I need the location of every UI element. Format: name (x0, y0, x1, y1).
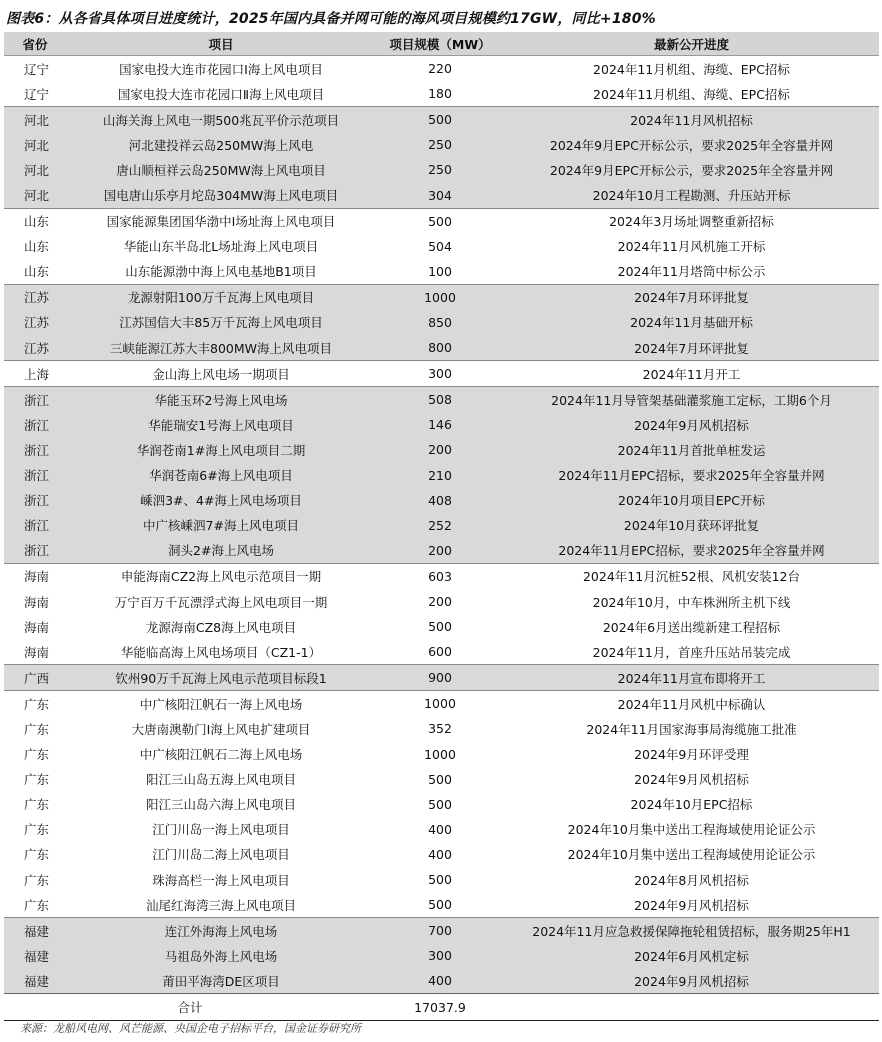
cell-project: 山海关海上风电一期500兆瓦平价示范项目 (66, 107, 376, 133)
table-row (4, 412, 879, 437)
cell-scale: 252 (376, 513, 504, 538)
cell-scale: 603 (376, 563, 504, 589)
cell-scale: 400 (428, 846, 452, 862)
cell-project: 申能海南CZ2海上风电示范项目一期 (66, 563, 376, 589)
cell-scale: 352 (428, 721, 452, 737)
cell-province: 广东 (24, 822, 50, 838)
table-row (4, 107, 879, 133)
cell-scale: 408 (376, 488, 504, 513)
cell-progress: 2024年11月风机中标确认 (504, 691, 879, 717)
cell-progress: 2024年7月环评批复 (504, 284, 879, 310)
table-row (4, 56, 879, 82)
cell-scale: 200 (376, 437, 504, 462)
cell-progress: 2024年10月工程勘测、升压站开标 (504, 182, 879, 208)
cell-scale: 1000 (424, 746, 456, 762)
table-row (4, 639, 879, 665)
cell-scale: 146 (376, 412, 504, 437)
cell-progress: 2024年9月环评受理 (634, 747, 749, 763)
cell-project: 洞头2#海上风电场 (66, 538, 376, 564)
cell-progress: 2024年9月风机招标 (634, 772, 749, 788)
cell-province: 广东 (4, 691, 66, 717)
cell-scale: 1000 (376, 284, 504, 310)
cell-project: 华能玉环2号海上风电场 (66, 387, 376, 413)
cell-scale: 700 (376, 918, 504, 944)
cell-project: 阳江三山岛六海上风电项目 (145, 797, 296, 813)
cell-progress: 2024年9月EPC开标公示，要求2025年全容量并网 (504, 157, 879, 182)
table-row (4, 284, 879, 310)
cell-province: 广东 (24, 897, 50, 913)
cell-project: 阳江三山岛五海上风电项目 (145, 772, 296, 788)
header-progress: 最新公开进度 (504, 32, 879, 56)
table-row (4, 867, 879, 892)
cell-scale: 400 (428, 821, 452, 837)
cell-province: 浙江 (4, 463, 66, 488)
cell-scale: 600 (428, 644, 452, 660)
cell-province: 江苏 (4, 335, 66, 361)
cell-scale: 400 (376, 968, 504, 994)
table-row (4, 513, 879, 538)
total-progress-empty (504, 994, 879, 1020)
table-row (4, 767, 879, 792)
table-row (4, 361, 879, 387)
cell-progress: 2024年8月风机招标 (634, 872, 749, 888)
cell-scale: 200 (376, 538, 504, 564)
cell-scale: 300 (376, 361, 504, 387)
cell-province: 浙江 (4, 437, 66, 462)
cell-province: 浙江 (4, 412, 66, 437)
cell-scale: 100 (428, 263, 452, 279)
cell-province: 河北 (4, 107, 66, 133)
table-row (4, 589, 879, 614)
cell-project: 山东能源渤中海上风电基地B1项目 (125, 264, 317, 280)
table-row (4, 563, 879, 589)
cell-scale: 210 (376, 463, 504, 488)
table-row (4, 387, 879, 413)
cell-province: 河北 (4, 182, 66, 208)
cell-province: 浙江 (4, 513, 66, 538)
cell-province: 广西 (4, 665, 66, 691)
total-label: 合计 (4, 994, 376, 1020)
cell-project: 中广核阳江帆石二海上风电场 (139, 747, 303, 763)
cell-province: 山东 (4, 208, 66, 234)
table-row (4, 691, 879, 717)
project-table (4, 32, 879, 1021)
cell-scale: 200 (428, 594, 452, 610)
cell-project: 中广核阳江帆石一海上风电场 (66, 691, 376, 717)
cell-project: 万宁百万千瓦漂浮式海上风电项目一期 (114, 594, 328, 610)
cell-progress: 2024年11月国家海事局海缆施工批准 (586, 721, 797, 737)
cell-scale: 500 (428, 897, 452, 913)
cell-project: 莆田平海湾DE区项目 (66, 968, 376, 994)
cell-progress: 2024年10月获环评批复 (504, 513, 879, 538)
cell-province: 广东 (24, 872, 50, 888)
cell-progress: 2024年11月EPC招标，要求2025年全容量并网 (504, 463, 879, 488)
cell-progress: 2024年3月场址调整重新招标 (504, 208, 879, 234)
cell-progress: 2024年10月集中送出工程海域使用论证公示 (567, 822, 816, 838)
table-row (4, 742, 879, 767)
cell-project: 江门川岛二海上风电项目 (152, 847, 290, 863)
cell-progress: 2024年11月机组、海缆、EPC招标 (593, 61, 790, 77)
cell-project: 华能瑞安1号海上风电项目 (66, 412, 376, 437)
cell-progress: 2024年11月首批单桩发运 (504, 437, 879, 462)
cell-province: 福建 (4, 918, 66, 944)
table-row (4, 81, 879, 107)
cell-province: 广东 (24, 797, 50, 813)
table-row (4, 716, 879, 741)
cell-scale: 504 (428, 238, 452, 254)
source-note: 来源：龙船风电网、风芒能源、央国企电子招标平台，国金证券研究所 (20, 1022, 361, 1035)
cell-scale: 500 (428, 796, 452, 812)
cell-progress: 2024年10月集中送出工程海域使用论证公示 (567, 847, 816, 863)
table-row (4, 234, 879, 259)
table-row (4, 614, 879, 639)
cell-project: 河北建投祥云岛250MW海上风电 (66, 132, 376, 157)
cell-project: 连江外海海上风电场 (66, 918, 376, 944)
cell-province: 广东 (24, 747, 50, 763)
header-project: 项目 (66, 32, 376, 56)
table-row (4, 157, 879, 182)
cell-project: 国家电投大连市花园口Ⅰ海上风电项目 (119, 61, 323, 77)
cell-project: 江苏国信大丰85万千瓦海上风电项目 (66, 310, 376, 335)
cell-province: 河北 (4, 132, 66, 157)
header-row (4, 32, 879, 56)
cell-progress: 2024年10月，中车株洲所主机下线 (592, 594, 791, 610)
cell-progress: 2024年10月项目EPC开标 (504, 488, 879, 513)
table-row (4, 437, 879, 462)
cell-province: 山东 (24, 264, 50, 280)
cell-province: 浙江 (4, 488, 66, 513)
table-row (4, 968, 879, 994)
table-body (4, 56, 879, 1021)
table-row (4, 817, 879, 842)
cell-project: 国电唐山乐亭月坨岛304MW海上风电项目 (66, 182, 376, 208)
table-row (4, 132, 879, 157)
cell-scale: 508 (376, 387, 504, 413)
cell-province: 海南 (24, 619, 50, 635)
table-row (4, 182, 879, 208)
cell-scale: 300 (376, 943, 504, 968)
cell-province: 浙江 (4, 538, 66, 564)
cell-progress: 2024年11月，首座升压站吊装完成 (592, 644, 791, 660)
table-row (4, 892, 879, 918)
cell-scale: 1000 (376, 691, 504, 717)
cell-project: 龙源射阳100万千瓦海上风电项目 (66, 284, 376, 310)
total-row (4, 994, 879, 1020)
cell-scale: 180 (428, 86, 452, 102)
cell-province: 江苏 (4, 284, 66, 310)
table-row (4, 918, 879, 944)
cell-project: 汕尾红海湾三海上风电项目 (145, 897, 296, 913)
cell-progress: 2024年11月应急救援保障拖轮租赁招标，服务期25年H1 (504, 918, 879, 944)
cell-province: 海南 (4, 563, 66, 589)
cell-scale: 500 (428, 619, 452, 635)
cell-province: 海南 (24, 644, 50, 660)
cell-scale: 500 (376, 208, 504, 234)
cell-project: 龙源海南CZ8海上风电项目 (145, 619, 297, 635)
cell-progress: 2024年11月机组、海缆、EPC招标 (593, 86, 790, 102)
header-province: 省份 (4, 32, 66, 56)
cell-scale: 304 (376, 182, 504, 208)
cell-scale: 850 (376, 310, 504, 335)
cell-project: 国家能源集团国华渤中Ⅰ场址海上风电项目 (66, 208, 376, 234)
table-row (4, 943, 879, 968)
cell-scale: 250 (376, 132, 504, 157)
cell-province: 辽宁 (24, 61, 50, 77)
cell-project: 金山海上风电场一期项目 (66, 361, 376, 387)
cell-province: 上海 (4, 361, 66, 387)
cell-progress: 2024年11月风机施工开标 (617, 239, 766, 255)
table-row (4, 259, 879, 285)
cell-scale: 250 (376, 157, 504, 182)
table-row (4, 538, 879, 564)
cell-project: 钦州90万千瓦海上风电示范项目标段1 (66, 665, 376, 691)
cell-scale: 900 (376, 665, 504, 691)
cell-progress: 2024年11月EPC招标，要求2025年全容量并网 (504, 538, 879, 564)
cell-project: 三峡能源江苏大丰800MW海上风电项目 (66, 335, 376, 361)
cell-project: 大唐南澳勒门Ⅰ海上风电扩建项目 (131, 721, 311, 737)
cell-progress: 2024年9月EPC开标公示，要求2025年全容量并网 (504, 132, 879, 157)
cell-province: 山东 (24, 239, 50, 255)
cell-progress: 2024年10月EPC招标 (630, 797, 753, 813)
cell-progress: 2024年11月开工 (504, 361, 879, 387)
cell-project: 唐山顺桓祥云岛250MW海上风电项目 (66, 157, 376, 182)
cell-scale: 220 (428, 61, 452, 77)
cell-scale: 500 (376, 107, 504, 133)
cell-scale: 500 (428, 771, 452, 787)
cell-project: 华润苍南6#海上风电项目 (66, 463, 376, 488)
cell-progress: 2024年11月沉桩52根、风机安装12台 (504, 563, 879, 589)
cell-project: 华能山东半岛北L场址海上风电项目 (123, 239, 319, 255)
cell-progress: 2024年11月基础开标 (504, 310, 879, 335)
cell-progress: 2024年7月环评批复 (504, 335, 879, 361)
project-table-container (4, 32, 879, 1021)
cell-province: 广东 (24, 772, 50, 788)
header-scale: 项目规模（MW） (376, 32, 504, 56)
cell-progress: 2024年11月导管架基础灌浆施工定标，工期6个月 (504, 387, 879, 413)
cell-project: 国家电投大连市花园口Ⅱ海上风电项目 (117, 86, 325, 102)
table-row (4, 665, 879, 691)
cell-province: 广东 (24, 847, 50, 863)
cell-progress: 2024年11月塔筒中标公示 (617, 264, 766, 280)
cell-scale: 500 (428, 872, 452, 888)
cell-province: 广东 (24, 721, 50, 737)
figure-title: 图表6：从各省具体项目进度统计，2025年国内具备并网可能的海风项目规模约17GW，同比+180% (6, 11, 656, 27)
cell-progress: 2024年6月送出缆新建工程招标 (602, 619, 781, 635)
cell-progress: 2024年11月宣布即将开工 (504, 665, 879, 691)
total-scale: 17037.9 (376, 994, 504, 1020)
cell-progress: 2024年9月风机招标 (634, 897, 749, 913)
cell-project: 华润苍南1#海上风电项目二期 (66, 437, 376, 462)
table-row (4, 335, 879, 361)
cell-progress: 2024年9月风机招标 (504, 412, 879, 437)
cell-project: 中广核嵊泗7#海上风电项目 (66, 513, 376, 538)
cell-province: 福建 (4, 943, 66, 968)
cell-project: 江门川岛一海上风电项目 (152, 822, 290, 838)
cell-progress: 2024年6月风机定标 (504, 943, 879, 968)
cell-scale: 800 (376, 335, 504, 361)
cell-project: 马祖岛外海上风电场 (66, 943, 376, 968)
cell-province: 福建 (4, 968, 66, 994)
cell-province: 海南 (24, 594, 50, 610)
cell-province: 辽宁 (24, 86, 50, 102)
table-row (4, 208, 879, 234)
cell-progress: 2024年11月风机招标 (504, 107, 879, 133)
cell-province: 浙江 (4, 387, 66, 413)
table-row (4, 310, 879, 335)
cell-project: 华能临高海上风电场项目（CZ1-1） (120, 644, 322, 660)
table-row (4, 842, 879, 867)
table-row (4, 488, 879, 513)
cell-progress: 2024年9月风机招标 (504, 968, 879, 994)
cell-province: 河北 (4, 157, 66, 182)
table-row (4, 463, 879, 488)
cell-project: 嵊泗3#、4#海上风电场项目 (66, 488, 376, 513)
cell-province: 江苏 (4, 310, 66, 335)
table-row (4, 792, 879, 817)
cell-project: 珠海高栏一海上风电项目 (152, 872, 290, 888)
